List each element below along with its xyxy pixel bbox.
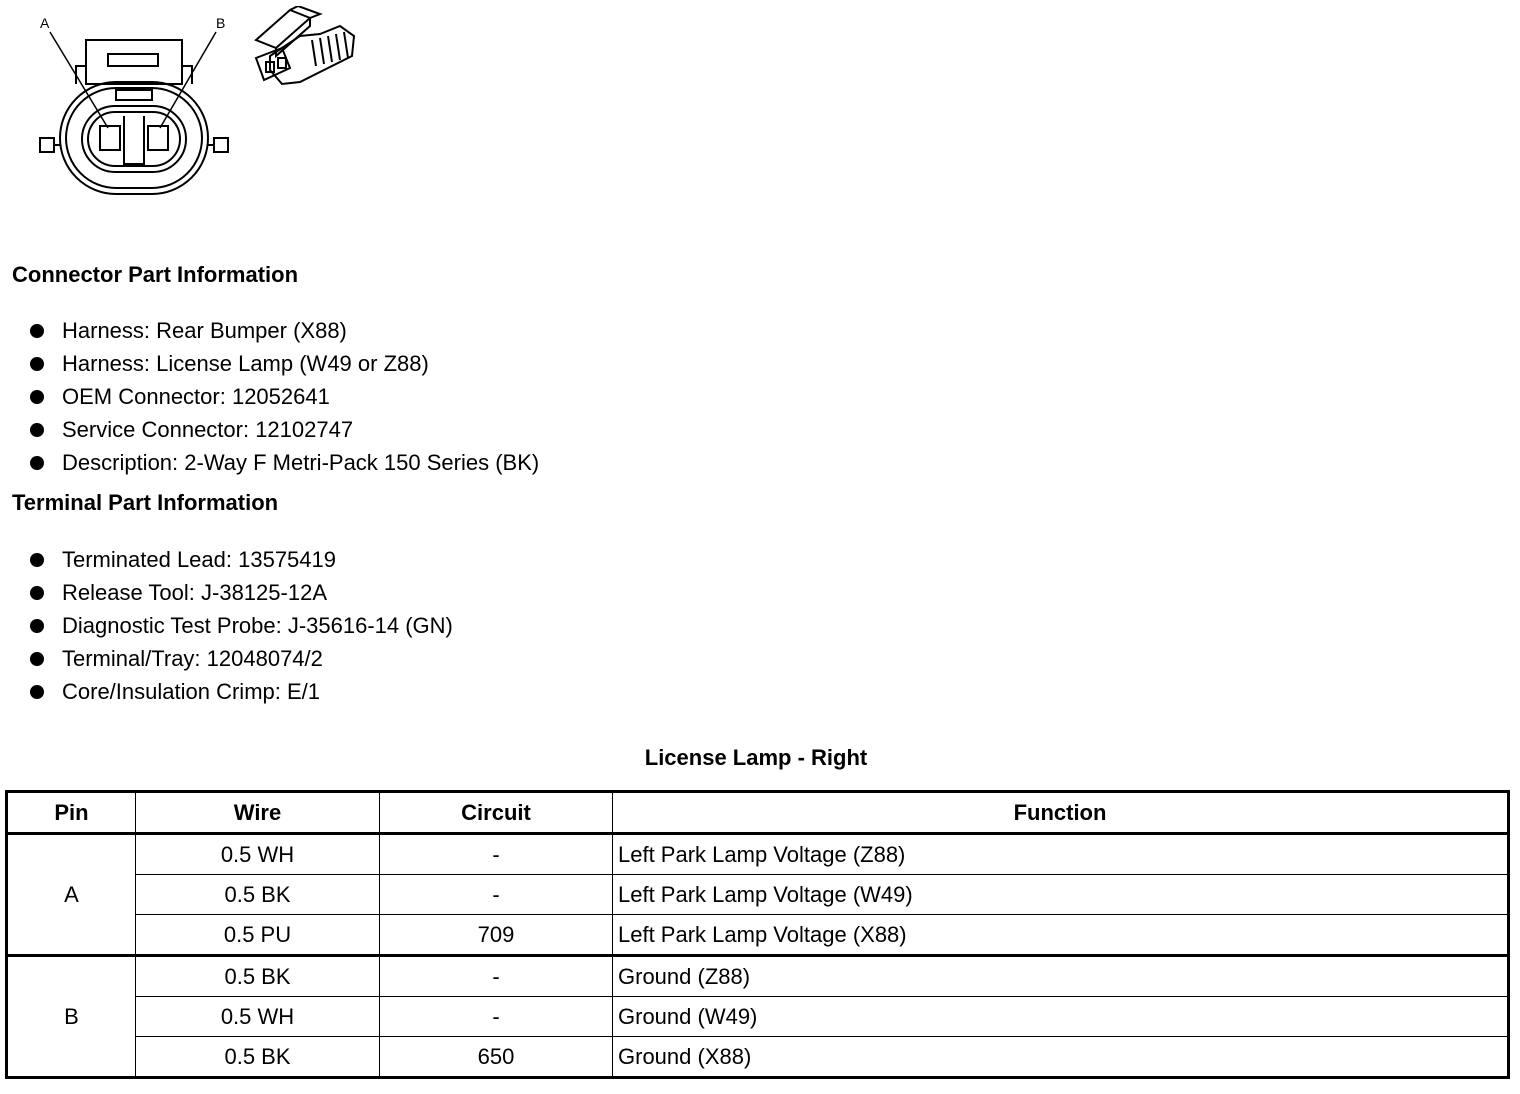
- table-row: [7, 915, 1509, 956]
- table-row: [7, 834, 1509, 875]
- wire-cell: 0.5 BK: [136, 1037, 380, 1078]
- pin-label-b: B: [216, 15, 226, 31]
- function-cell: Left Park Lamp Voltage (W49): [613, 875, 1509, 915]
- wire-cell: 0.5 WH: [136, 997, 380, 1037]
- wire-cell: 0.5 WH: [136, 834, 380, 875]
- function-cell: Left Park Lamp Voltage (X88): [613, 915, 1509, 956]
- list-item: [28, 314, 539, 347]
- list-item-text: Core/Insulation Crimp: E/1: [62, 679, 320, 704]
- list-item: [28, 446, 539, 479]
- header-function: Function: [613, 792, 1509, 834]
- bullet-icon: [30, 586, 44, 600]
- list-item: [28, 675, 453, 708]
- table-header-row: [7, 792, 1509, 834]
- function-cell: Ground (Z88): [613, 956, 1509, 997]
- table-row: [7, 997, 1509, 1037]
- table-row: [7, 875, 1509, 915]
- circuit-cell: 709: [380, 915, 613, 956]
- pin-label-a: A: [40, 15, 50, 31]
- bullet-icon: [30, 390, 44, 404]
- terminal-info-list: [28, 543, 453, 708]
- list-item: [28, 609, 453, 642]
- wire-cell: 0.5 PU: [136, 915, 380, 956]
- connector-isometric-view: [256, 6, 354, 84]
- wire-cell: 0.5 BK: [136, 875, 380, 915]
- bullet-icon: [30, 357, 44, 371]
- pinout-table: [5, 790, 1510, 1079]
- table-row: [7, 956, 1509, 997]
- function-cell: Ground (W49): [613, 997, 1509, 1037]
- terminal-info-title: Terminal Part Information: [12, 490, 279, 515]
- list-item-text: Service Connector: 12102747: [62, 417, 354, 442]
- wire-cell: 0.5 BK: [136, 956, 380, 997]
- bullet-icon: [30, 553, 44, 567]
- header-pin: Pin: [7, 792, 136, 834]
- bullet-icon: [30, 652, 44, 666]
- list-item: [28, 642, 453, 675]
- bullet-icon: [30, 619, 44, 633]
- bullet-icon: [30, 324, 44, 338]
- pin-cell: B: [7, 956, 136, 1078]
- header-wire: Wire: [136, 792, 380, 834]
- list-item: [28, 576, 453, 609]
- bullet-icon: [30, 456, 44, 470]
- bullet-icon: [30, 685, 44, 699]
- pin-cell: A: [7, 834, 136, 956]
- table-row: [7, 1037, 1509, 1078]
- list-item: [28, 380, 539, 413]
- list-item-text: Release Tool: J-38125-12A: [62, 580, 327, 605]
- circuit-cell: -: [380, 875, 613, 915]
- list-item-text: Description: 2-Way F Metri-Pack 150 Series (BK): [62, 450, 540, 475]
- connector-info-title: Connector Part Information: [12, 262, 299, 287]
- table-title: License Lamp - Right: [644, 745, 868, 770]
- list-item: [28, 347, 539, 380]
- circuit-cell: 650: [380, 1037, 613, 1078]
- connector-diagram: [20, 6, 370, 206]
- list-item-text: Harness: Rear Bumper (X88): [62, 318, 347, 343]
- connector-info-list: [28, 314, 539, 479]
- list-item-text: OEM Connector: 12052641: [62, 384, 330, 409]
- list-item: [28, 543, 453, 576]
- list-item-text: Harness: License Lamp (W49 or Z88): [62, 351, 429, 376]
- header-circuit: Circuit: [380, 792, 613, 834]
- circuit-cell: -: [380, 997, 613, 1037]
- circuit-cell: -: [380, 956, 613, 997]
- function-cell: Left Park Lamp Voltage (Z88): [613, 834, 1509, 875]
- function-cell: Ground (X88): [613, 1037, 1509, 1078]
- list-item-text: Terminal/Tray: 12048074/2: [62, 646, 323, 671]
- circuit-cell: -: [380, 834, 613, 875]
- list-item-text: Terminated Lead: 13575419: [62, 547, 336, 572]
- list-item: [28, 413, 539, 446]
- list-item-text: Diagnostic Test Probe: J-35616-14 (GN): [62, 613, 453, 638]
- bullet-icon: [30, 423, 44, 437]
